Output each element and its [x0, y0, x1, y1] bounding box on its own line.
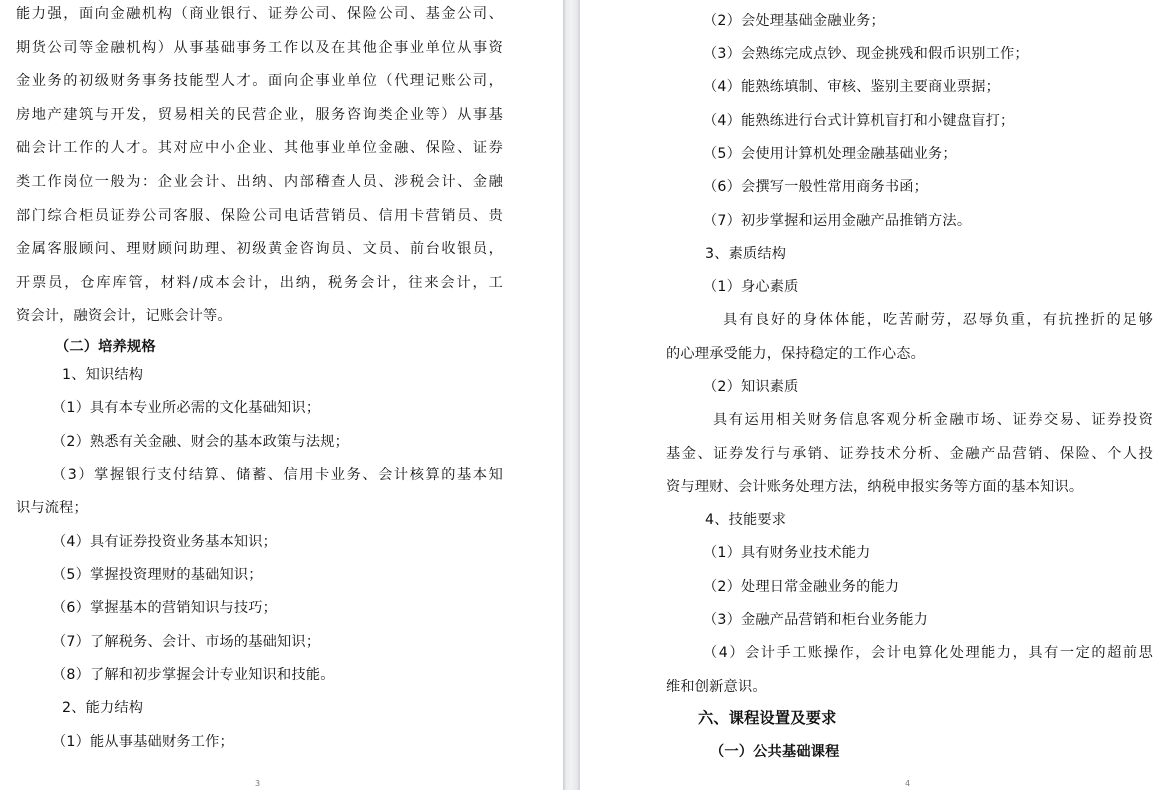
list-item: （4）具有证券投资业务基本知识；: [52, 534, 278, 550]
list-item: （1）具有财务业技术能力: [703, 545, 871, 561]
list-item: （1）能从事基础财务工作；: [52, 734, 234, 750]
list-item: （3）会熟练完成点钞、现金挑残和假币识别工作；: [703, 46, 1029, 62]
paragraph-line: 资与理财、会计账务处理方法，纳税申报实务等方面的基本知识。: [666, 479, 1084, 495]
list-item: （6）会撰写一般性常用商务书函；: [703, 179, 929, 195]
paragraph-line: 金业务的初级财务事务技能型人才。面向企事业单位（代理记账公司，: [16, 73, 503, 89]
list-item: （2）知识素质: [703, 379, 799, 395]
section-heading: （一）公共基础课程: [710, 744, 840, 760]
page-gutter: [563, 0, 580, 790]
section-heading: （二）培养规格: [55, 339, 156, 355]
paragraph-line: 金属客服顾问、理财顾问助理、初级黄金咨询员、文员、前台收银员，: [16, 241, 503, 257]
paragraph-line: 开票员，仓库库管，材料/成本会计，出纳，税务会计，往来会计，工: [16, 275, 503, 291]
list-item: （7）初步掌握和运用金融产品推销方法。: [703, 213, 972, 229]
chapter-heading: 六、课程设置及要求: [698, 709, 837, 727]
list-item: （2）会处理基础金融业务；: [703, 13, 885, 29]
subsection-heading: 4、技能要求: [705, 512, 787, 528]
list-item: （7）了解税务、会计、市场的基础知识；: [52, 634, 321, 650]
list-item: （2）处理日常金融业务的能力: [703, 579, 900, 595]
paragraph-line: 的心理承受能力，保持稳定的工作心态。: [666, 346, 925, 362]
subsection-heading: 1、知识结构: [62, 367, 144, 383]
paragraph-line: 部门综合柜员证券公司客服、保险公司电话营销员、信用卡营销员、贵: [16, 208, 503, 224]
paragraph-line: 房地产建筑与开发，贸易相关的民营企业，服务咨询类企业等）从事基: [16, 107, 503, 123]
paragraph-line: 基金、证券发行与承销、证券技术分析、金融产品营销、保险、个人投: [666, 446, 1153, 462]
document-page-4: [580, 0, 1165, 790]
list-item: （4）能熟练填制、审核、鉴别主要商业票据；: [703, 79, 1000, 95]
list-item: （4）会计手工账操作，会计电算化处理能力，具有一定的超前思: [703, 645, 1153, 661]
paragraph-line: 资会计，融资会计，记账会计等。: [16, 308, 232, 324]
list-item: （3）金融产品营销和柜台业务能力: [703, 612, 929, 628]
paragraph-line: 具有运用相关财务信息客观分析金融市场、证券交易、证券投资: [713, 412, 1153, 428]
list-item: （2）熟悉有关金融、财会的基本政策与法规；: [52, 434, 349, 450]
paragraph-line: 具有良好的身体体能，吃苦耐劳，忍辱负重，有抗挫折的足够: [723, 312, 1153, 328]
paragraph-line: 能力强，面向金融机构（商业银行、证券公司、保险公司、基金公司、: [16, 6, 503, 22]
paragraph-line: 类工作岗位一般为：企业会计、出纳、内部稽查人员、涉税会计、金融: [16, 174, 503, 190]
list-item: （3）掌握银行支付结算、储蓄、信用卡业务、会计核算的基本知: [52, 467, 503, 483]
paragraph-line: 础会计工作的人才。其对应中小企业、其他事业单位金融、保险、证券: [16, 140, 503, 156]
list-item: （1）具有本专业所必需的文化基础知识；: [52, 400, 321, 416]
list-item: （5）掌握投资理财的基础知识；: [52, 567, 263, 583]
list-item: （6）掌握基本的营销知识与技巧；: [52, 600, 278, 616]
subsection-heading: 2、能力结构: [62, 700, 144, 716]
list-item-continuation: 识与流程；: [16, 500, 88, 516]
document-page-3: [0, 0, 563, 790]
paragraph-line: 期货公司等金融机构）从事基础事务工作以及在其他企事业单位从事资: [16, 40, 503, 56]
list-item: （5）会使用计算机处理金融基础业务；: [703, 146, 957, 162]
list-item-continuation: 维和创新意识。: [666, 679, 767, 695]
list-item: （4）能熟练进行台式计算机盲打和小键盘盲打；: [703, 113, 1015, 129]
subsection-heading: 3、素质结构: [705, 246, 787, 262]
page-number: 4: [905, 779, 911, 788]
list-item: （1）身心素质: [703, 279, 799, 295]
list-item: （8）了解和初步掌握会计专业知识和技能。: [52, 667, 335, 683]
page-number: 3: [255, 779, 261, 788]
